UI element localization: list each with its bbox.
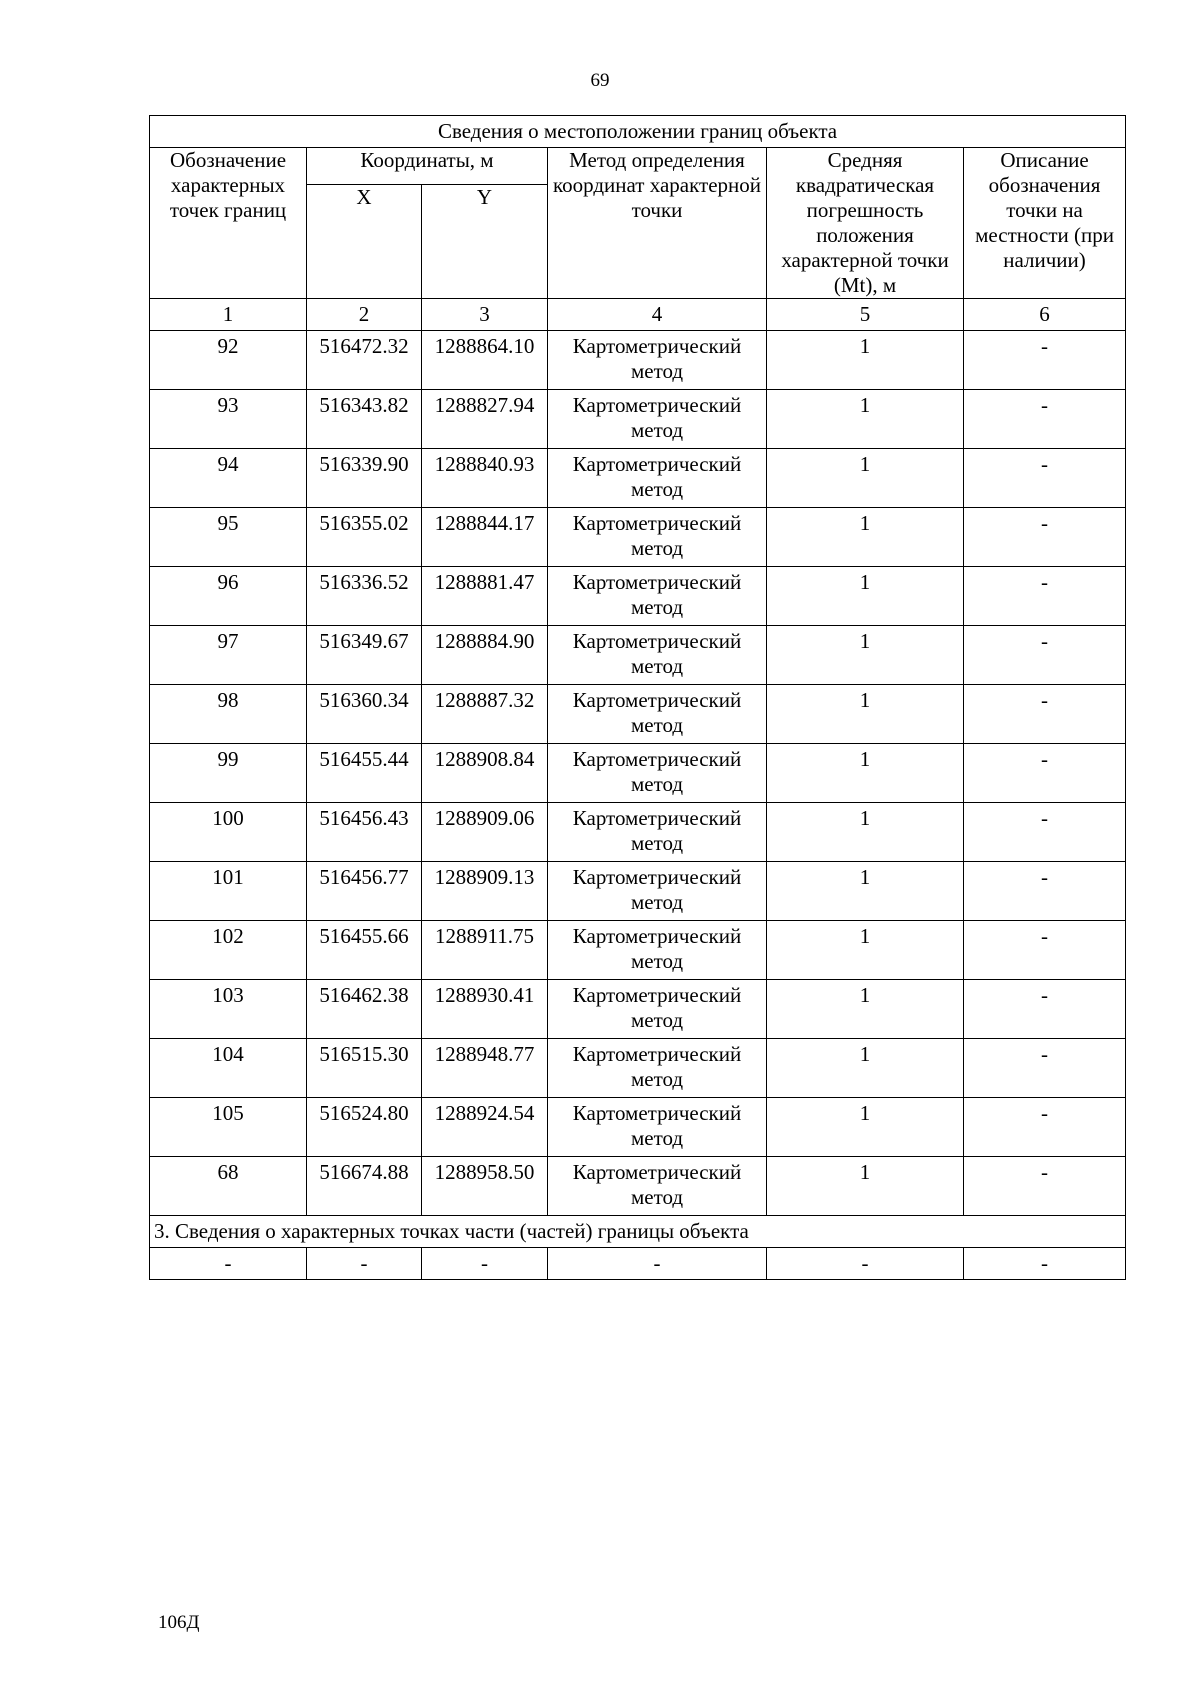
point-id-cell: 99: [150, 744, 307, 803]
x-coordinate-cell: 516462.38: [307, 980, 422, 1039]
table-row: [150, 1098, 1126, 1157]
description-cell: -: [964, 685, 1126, 744]
table-row: [150, 980, 1126, 1039]
point-id-cell: 105: [150, 1098, 307, 1157]
mean-error-cell: 1: [767, 508, 964, 567]
method-cell: Картометрический метод: [548, 626, 767, 685]
point-id-cell: 97: [150, 626, 307, 685]
mean-error-cell: 1: [767, 921, 964, 980]
column-number: 6: [964, 299, 1126, 331]
method-cell: Картометрический метод: [548, 508, 767, 567]
table-row: [150, 803, 1126, 862]
table-row: [150, 567, 1126, 626]
mean-error-cell: 1: [767, 1039, 964, 1098]
header-mean-error: Средняя квадратическая погрешность положения характерной точки (Mt), м: [767, 148, 964, 299]
description-cell: -: [964, 331, 1126, 390]
method-cell: Картометрический метод: [548, 1157, 767, 1216]
table-cell: -: [307, 1248, 422, 1280]
description-cell: -: [964, 862, 1126, 921]
mean-error-cell: 1: [767, 449, 964, 508]
mean-error-cell: 1: [767, 803, 964, 862]
table-title: Сведения о местоположении границ объекта: [150, 116, 1126, 148]
x-coordinate-cell: 516524.80: [307, 1098, 422, 1157]
description-cell: -: [964, 508, 1126, 567]
table-row: [150, 626, 1126, 685]
column-number-row: [150, 299, 1126, 331]
description-cell: -: [964, 1098, 1126, 1157]
y-coordinate-cell: 1288827.94: [422, 390, 548, 449]
table-row: [150, 449, 1126, 508]
method-cell: Картометрический метод: [548, 567, 767, 626]
point-id-cell: 95: [150, 508, 307, 567]
column-number: 1: [150, 299, 307, 331]
table-row: [150, 685, 1126, 744]
x-coordinate-cell: 516336.52: [307, 567, 422, 626]
footer-code: 106Д: [158, 1612, 200, 1633]
x-coordinate-cell: 516456.43: [307, 803, 422, 862]
mean-error-cell: 1: [767, 626, 964, 685]
table-row: [150, 1157, 1126, 1216]
method-cell: Картометрический метод: [548, 685, 767, 744]
point-id-cell: 92: [150, 331, 307, 390]
x-coordinate-cell: 516349.67: [307, 626, 422, 685]
column-number: 3: [422, 299, 548, 331]
mean-error-cell: 1: [767, 1098, 964, 1157]
y-coordinate-cell: 1288948.77: [422, 1039, 548, 1098]
section3-title-row: [150, 1216, 1126, 1248]
header-description: Описание обозначения точки на местности (при наличии): [964, 148, 1126, 299]
method-cell: Картометрический метод: [548, 862, 767, 921]
mean-error-cell: 1: [767, 980, 964, 1039]
table-cell: -: [422, 1248, 548, 1280]
x-coordinate-cell: 516455.66: [307, 921, 422, 980]
description-cell: -: [964, 980, 1126, 1039]
table-row: [150, 862, 1126, 921]
y-coordinate-cell: 1288911.75: [422, 921, 548, 980]
y-coordinate-cell: 1288887.32: [422, 685, 548, 744]
method-cell: Картометрический метод: [548, 803, 767, 862]
point-id-cell: 96: [150, 567, 307, 626]
table-row: [150, 921, 1126, 980]
y-coordinate-cell: 1288844.17: [422, 508, 548, 567]
y-coordinate-cell: 1288909.06: [422, 803, 548, 862]
table-body: [150, 116, 1126, 1280]
method-cell: Картометрический метод: [548, 390, 767, 449]
table-row: [150, 744, 1126, 803]
method-cell: Картометрический метод: [548, 1098, 767, 1157]
header-point-designation: Обозначение характерных точек границ: [150, 148, 307, 299]
description-cell: -: [964, 449, 1126, 508]
y-coordinate-cell: 1288958.50: [422, 1157, 548, 1216]
point-id-cell: 68: [150, 1157, 307, 1216]
method-cell: Картометрический метод: [548, 980, 767, 1039]
y-coordinate-cell: 1288864.10: [422, 331, 548, 390]
y-coordinate-cell: 1288908.84: [422, 744, 548, 803]
mean-error-cell: 1: [767, 390, 964, 449]
table-row: [150, 331, 1126, 390]
mean-error-cell: 1: [767, 862, 964, 921]
y-coordinate-cell: 1288840.93: [422, 449, 548, 508]
table-cell: -: [964, 1248, 1126, 1280]
point-id-cell: 101: [150, 862, 307, 921]
method-cell: Картометрический метод: [548, 1039, 767, 1098]
mean-error-cell: 1: [767, 744, 964, 803]
table-row: [150, 1039, 1126, 1098]
description-cell: -: [964, 803, 1126, 862]
x-coordinate-cell: 516515.30: [307, 1039, 422, 1098]
section3-empty-row: [150, 1248, 1126, 1280]
method-cell: Картометрический метод: [548, 331, 767, 390]
method-cell: Картометрический метод: [548, 921, 767, 980]
description-cell: -: [964, 626, 1126, 685]
header-x: X: [307, 185, 422, 299]
column-number: 2: [307, 299, 422, 331]
point-id-cell: 100: [150, 803, 307, 862]
y-coordinate-cell: 1288930.41: [422, 980, 548, 1039]
column-number: 5: [767, 299, 964, 331]
x-coordinate-cell: 516360.34: [307, 685, 422, 744]
x-coordinate-cell: 516455.44: [307, 744, 422, 803]
table-row: [150, 508, 1126, 567]
column-number: 4: [548, 299, 767, 331]
point-id-cell: 94: [150, 449, 307, 508]
mean-error-cell: 1: [767, 331, 964, 390]
table-row: [150, 390, 1126, 449]
description-cell: -: [964, 1039, 1126, 1098]
header-method: Метод определения координат характерной точки: [548, 148, 767, 299]
method-cell: Картометрический метод: [548, 744, 767, 803]
page-number: 69: [590, 70, 610, 91]
section3-title: 3. Сведения о характерных точках части (частей) границы объекта: [150, 1216, 1126, 1248]
x-coordinate-cell: 516674.88: [307, 1157, 422, 1216]
point-id-cell: 93: [150, 390, 307, 449]
x-coordinate-cell: 516339.90: [307, 449, 422, 508]
description-cell: -: [964, 567, 1126, 626]
y-coordinate-cell: 1288881.47: [422, 567, 548, 626]
description-cell: -: [964, 744, 1126, 803]
point-id-cell: 104: [150, 1039, 307, 1098]
description-cell: -: [964, 390, 1126, 449]
header-y: Y: [422, 185, 548, 299]
description-cell: -: [964, 921, 1126, 980]
y-coordinate-cell: 1288909.13: [422, 862, 548, 921]
description-cell: -: [964, 1157, 1126, 1216]
method-cell: Картометрический метод: [548, 449, 767, 508]
point-id-cell: 103: [150, 980, 307, 1039]
x-coordinate-cell: 516456.77: [307, 862, 422, 921]
mean-error-cell: 1: [767, 685, 964, 744]
point-id-cell: 102: [150, 921, 307, 980]
y-coordinate-cell: 1288884.90: [422, 626, 548, 685]
point-id-cell: 98: [150, 685, 307, 744]
mean-error-cell: 1: [767, 1157, 964, 1216]
y-coordinate-cell: 1288924.54: [422, 1098, 548, 1157]
x-coordinate-cell: 516472.32: [307, 331, 422, 390]
header-coordinates: Координаты, м: [307, 148, 548, 185]
x-coordinate-cell: 516355.02: [307, 508, 422, 567]
table-cell: -: [548, 1248, 767, 1280]
boundary-points-table: [149, 115, 1126, 1280]
table-cell: -: [150, 1248, 307, 1280]
x-coordinate-cell: 516343.82: [307, 390, 422, 449]
table-cell: -: [767, 1248, 964, 1280]
mean-error-cell: 1: [767, 567, 964, 626]
